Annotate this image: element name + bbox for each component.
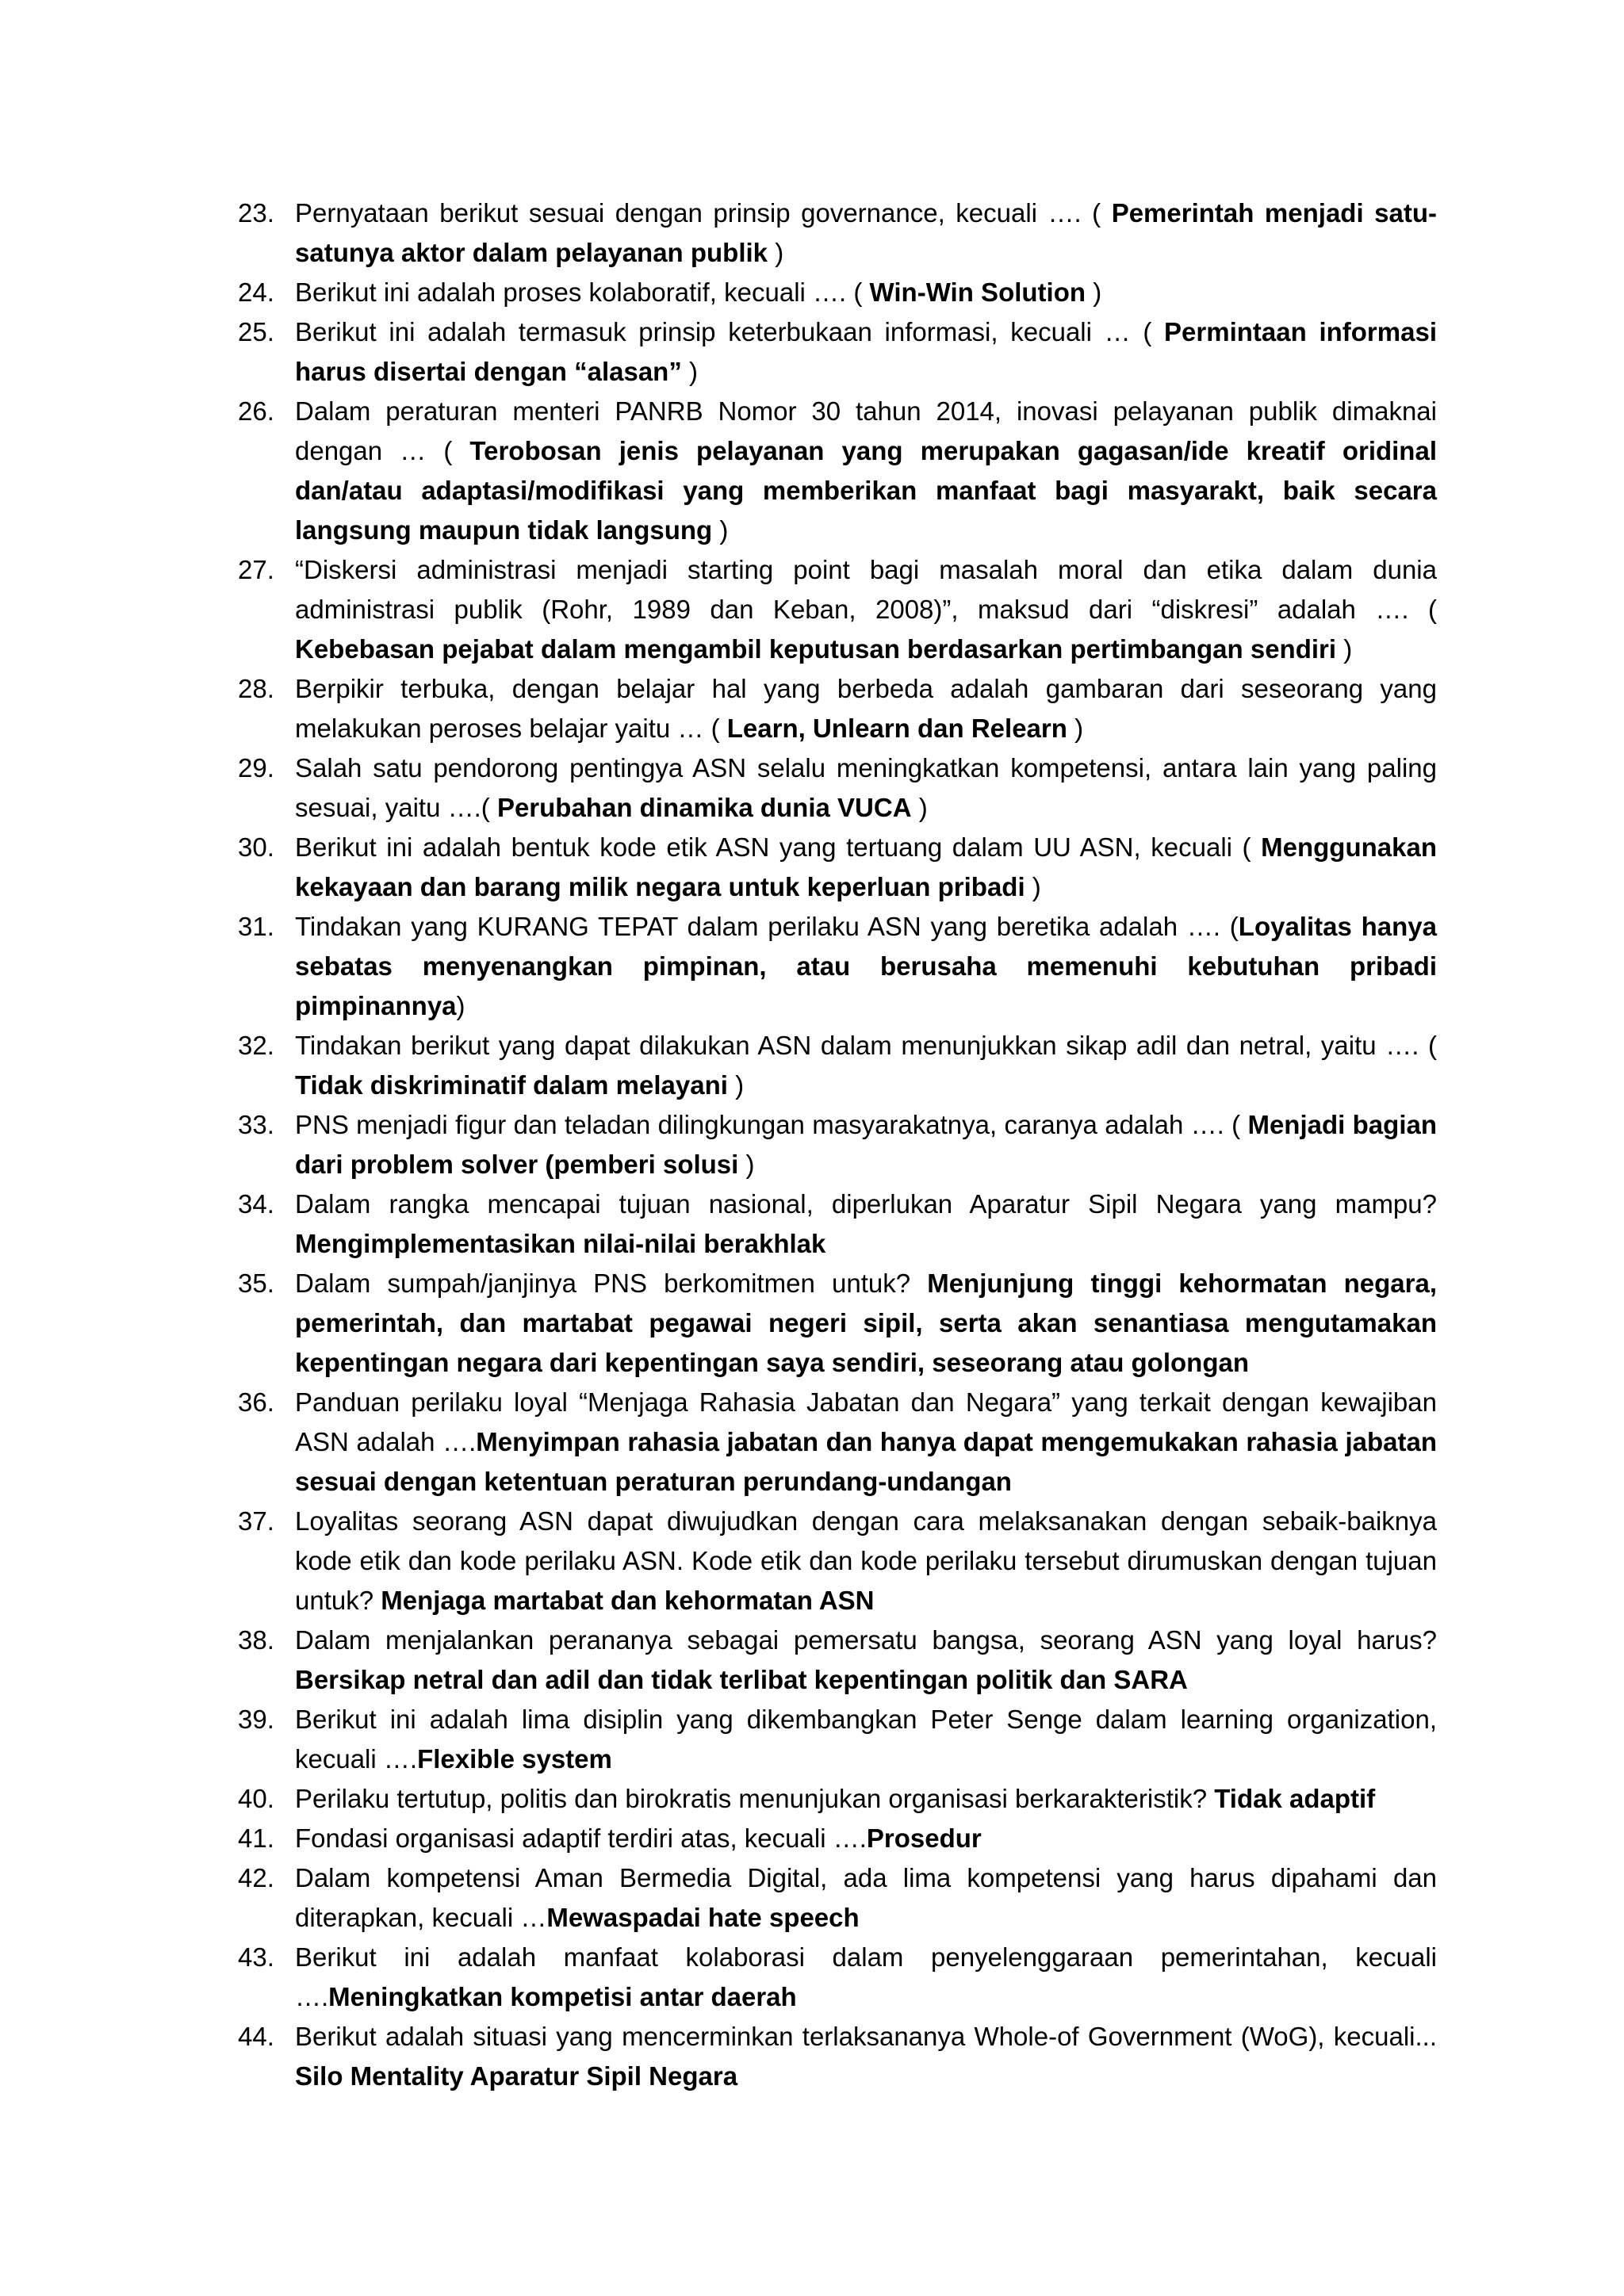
- question-item: [238, 1858, 1437, 1938]
- question-text-block: [295, 1269, 1437, 1377]
- question-text-block: [295, 1110, 1437, 1179]
- question-text: Panduan perilaku loyal “Menjaga Rahasia Jabatan dan Negara” yang terkait dengan kewajiban ASN adalah ….: [295, 1387, 1437, 1456]
- question-item: [238, 1819, 1437, 1858]
- question-tail: ): [911, 793, 928, 822]
- question-text-block: [295, 1506, 1437, 1615]
- question-text-block: [295, 912, 1437, 1020]
- question-text: Tindakan yang KURANG TEPAT dalam perilaku ASN yang beretika adalah …. (: [295, 912, 1239, 941]
- question-item: [238, 2017, 1437, 2096]
- question-text: Tindakan berikut yang dapat dilakukan ASN dalam menunjukkan sikap adil dan netral, yaitu …. (: [295, 1031, 1437, 1060]
- question-text-block: [295, 1784, 1375, 1813]
- question-tail: ): [1086, 277, 1102, 307]
- question-list: [238, 193, 1437, 2096]
- question-item: [238, 273, 1437, 312]
- question-tail: ): [738, 1150, 755, 1179]
- question-number: 25.: [238, 317, 274, 346]
- question-text-block: [295, 674, 1437, 743]
- question-text: Berikut ini adalah proses kolaboratif, kecuali …. (: [295, 277, 870, 307]
- answer-text: Pemerintah menjadi satu-satunya aktor dalam pelayanan publik: [295, 198, 1437, 267]
- question-number: 26.: [238, 396, 274, 426]
- question-text-block: [295, 1625, 1437, 1694]
- question-tail: ): [1025, 872, 1041, 901]
- question-text-block: [295, 277, 1101, 307]
- question-item: [238, 1264, 1437, 1383]
- answer-text: Kebebasan pejabat dalam mengambil keputusan berdasarkan pertimbangan sendiri: [295, 634, 1337, 664]
- question-text: PNS menjadi figur dan teladan dilingkungan masyarakatnya, caranya adalah …. (: [295, 1110, 1248, 1139]
- question-text-block: [295, 555, 1437, 664]
- question-item: [238, 907, 1437, 1026]
- question-number: 29.: [238, 753, 274, 783]
- question-number: 32.: [238, 1031, 274, 1060]
- answer-text: Meningkatkan kompetisi antar daerah: [328, 1982, 797, 2011]
- question-tail: ): [1067, 714, 1084, 743]
- question-text: Berikut ini adalah bentuk kode etik ASN yang tertuang dalam UU ASN, kecuali (: [295, 832, 1262, 862]
- question-text: Berikut ini adalah manfaat kolaborasi dalam penyelenggaraan pemerintahan, kecuali ….: [295, 1942, 1437, 2011]
- question-tail: ): [681, 357, 699, 386]
- question-text: Dalam sumpah/janjinya PNS berkomitmen untuk?: [295, 1269, 928, 1298]
- answer-text: Permintaan informasi harus disertai dengan “alasan”: [295, 317, 1437, 386]
- question-tail: ): [727, 1070, 745, 1100]
- answer-text: Terobosan jenis pelayanan yang merupakan gagasan/ide kreatif oridinal dan/atau adaptasi/modifikasi yang memberikan manfaat bagi masyarakt, baik secara langsung maupun tidak langsung: [295, 436, 1437, 545]
- question-number: 23.: [238, 198, 274, 228]
- question-item: [238, 312, 1437, 392]
- question-item: [238, 550, 1437, 669]
- answer-text: Menggunakan kekayaan dan barang milik negara untuk keperluan pribadi: [295, 832, 1437, 901]
- question-text: Dalam peraturan menteri PANRB Nomor 30 tahun 2014, inovasi pelayanan publik dimaknai dengan … (: [295, 396, 1437, 465]
- answer-text: Silo Mentality Aparatur Sipil Negara: [295, 2061, 738, 2091]
- question-text: Berikut ini adalah lima disiplin yang dikembangkan Peter Senge dalam learning organization, kecuali ….: [295, 1705, 1437, 1774]
- question-text-block: [295, 1942, 1437, 2011]
- answer-text: Tidak diskriminatif dalam melayani: [295, 1070, 728, 1100]
- question-item: [238, 193, 1437, 273]
- answer-text: Mengimplementasikan nilai-nilai berakhlak: [295, 1229, 826, 1258]
- question-text: Fondasi organisasi adaptif terdiri atas, kecuali ….: [295, 1823, 867, 1853]
- question-text-block: [295, 1863, 1437, 1932]
- question-number: 35.: [238, 1269, 274, 1298]
- question-number: 39.: [238, 1705, 274, 1734]
- answer-text: Bersikap netral dan adil dan tidak terlibat kepentingan politik dan SARA: [295, 1665, 1188, 1694]
- question-item: [238, 392, 1437, 550]
- answer-text: Mewaspadai hate speech: [546, 1903, 860, 1932]
- answer-text: Menjunjung tinggi kehormatan negara, pemerintah, dan martabat pegawai negeri sipil, serta akan senantiasa mengutamakan kepentingan negara dari kepentingan saya sendiri, seseorang atau golongan: [295, 1269, 1438, 1377]
- question-number: 27.: [238, 555, 274, 584]
- question-number: 44.: [238, 2022, 274, 2051]
- question-item: [238, 669, 1437, 748]
- question-number: 38.: [238, 1625, 274, 1655]
- question-number: 34.: [238, 1189, 274, 1219]
- question-text-block: [295, 1823, 982, 1853]
- question-number: 24.: [238, 277, 274, 307]
- answer-text: Loyalitas hanya sebatas menyenangkan pimpinan, atau berusaha memenuhi kebutuhan pribadi pimpinannya: [295, 912, 1437, 1020]
- question-text: Perilaku tertutup, politis dan birokratis menunjukan organisasi berkarakteristik?: [295, 1784, 1215, 1813]
- question-number: 41.: [238, 1823, 274, 1853]
- question-text-block: [295, 198, 1437, 267]
- question-item: [238, 1700, 1437, 1779]
- question-text-block: [295, 396, 1437, 545]
- answer-text: Tidak adaptif: [1214, 1784, 1376, 1813]
- question-text-block: [295, 2022, 1437, 2091]
- question-tail: ): [712, 515, 729, 545]
- answer-text: Win-Win Solution: [869, 277, 1086, 307]
- question-tail: ): [1336, 634, 1353, 664]
- question-text-block: [295, 753, 1437, 822]
- question-number: 42.: [238, 1863, 274, 1892]
- question-item: [238, 1105, 1437, 1184]
- question-tail: ): [768, 238, 784, 267]
- question-text: Berpikir terbuka, dengan belajar hal yang berbeda adalah gambaran dari seseorang yang melakukan peroses belajar yaitu … (: [295, 674, 1437, 743]
- question-number: 37.: [238, 1506, 274, 1536]
- question-text: Salah satu pendorong pentingya ASN selalu meningkatkan kompetensi, antara lain yang paling sesuai, yaitu ….(: [295, 753, 1437, 822]
- question-text: Dalam kompetensi Aman Bermedia Digital, ada lima kompetensi yang harus dipahami dan diterapkan, kecuali …: [295, 1863, 1437, 1932]
- question-tail: ): [456, 991, 465, 1020]
- question-text: Berikut adalah situasi yang mencerminkan terlaksananya Whole-of Government (WoG), kecuali...: [295, 2022, 1437, 2051]
- answer-text: Menjadi bagian dari problem solver (pemberi solusi: [295, 1110, 1437, 1179]
- answer-text: Menjaga martabat dan kehormatan ASN: [381, 1586, 875, 1615]
- answer-text: Flexible system: [417, 1744, 612, 1774]
- question-text-block: [295, 1705, 1437, 1774]
- question-text: Dalam rangka mencapai tujuan nasional, diperlukan Aparatur Sipil Negara yang mampu?: [295, 1189, 1437, 1219]
- question-text-block: [295, 317, 1437, 386]
- question-text: Berikut ini adalah termasuk prinsip keterbukaan informasi, kecuali … (: [295, 317, 1165, 346]
- question-number: 28.: [238, 674, 274, 703]
- question-item: [238, 1621, 1437, 1700]
- question-text: Loyalitas seorang ASN dapat diwujudkan dengan cara melaksanakan dengan sebaik-baiknya kode etik dan kode perilaku ASN. Kode etik dan kode perilaku tersebut dirumuskan dengan tujuan untuk?: [295, 1506, 1437, 1615]
- question-number: 31.: [238, 912, 274, 941]
- question-number: 40.: [238, 1784, 274, 1813]
- question-item: [238, 748, 1437, 828]
- question-item: [238, 1383, 1437, 1502]
- question-item: [238, 828, 1437, 907]
- question-item: [238, 1026, 1437, 1105]
- question-item: [238, 1938, 1437, 2017]
- question-text-block: [295, 832, 1437, 901]
- question-text-block: [295, 1387, 1437, 1496]
- question-text: “Diskersi administrasi menjadi starting point bagi masalah moral dan etika dalam dunia administrasi publik (Rohr, 1989 dan Keban, 2008)”, maksud dari “diskresi” adalah …. (: [295, 555, 1437, 624]
- answer-text: Learn, Unlearn dan Relearn: [726, 714, 1067, 743]
- question-number: 30.: [238, 832, 274, 862]
- question-text-block: [295, 1189, 1437, 1258]
- question-text-block: [295, 1031, 1437, 1100]
- question-number: 36.: [238, 1387, 274, 1417]
- question-text: Pernyataan berikut sesuai dengan prinsip governance, kecuali …. (: [295, 198, 1112, 228]
- question-item: [238, 1779, 1437, 1819]
- answer-text: Perubahan dinamika dunia VUCA: [496, 793, 912, 822]
- question-number: 43.: [238, 1942, 274, 1972]
- question-item: [238, 1502, 1437, 1621]
- question-text: Dalam menjalankan perananya sebagai pemersatu bangsa, seorang ASN yang loyal harus?: [295, 1625, 1437, 1655]
- answer-text: Menyimpan rahasia jabatan dan hanya dapat mengemukakan rahasia jabatan sesuai dengan ketentuan peraturan perundang-undangan: [295, 1427, 1437, 1496]
- answer-text: Prosedur: [866, 1823, 982, 1853]
- question-item: [238, 1184, 1437, 1264]
- question-number: 33.: [238, 1110, 274, 1139]
